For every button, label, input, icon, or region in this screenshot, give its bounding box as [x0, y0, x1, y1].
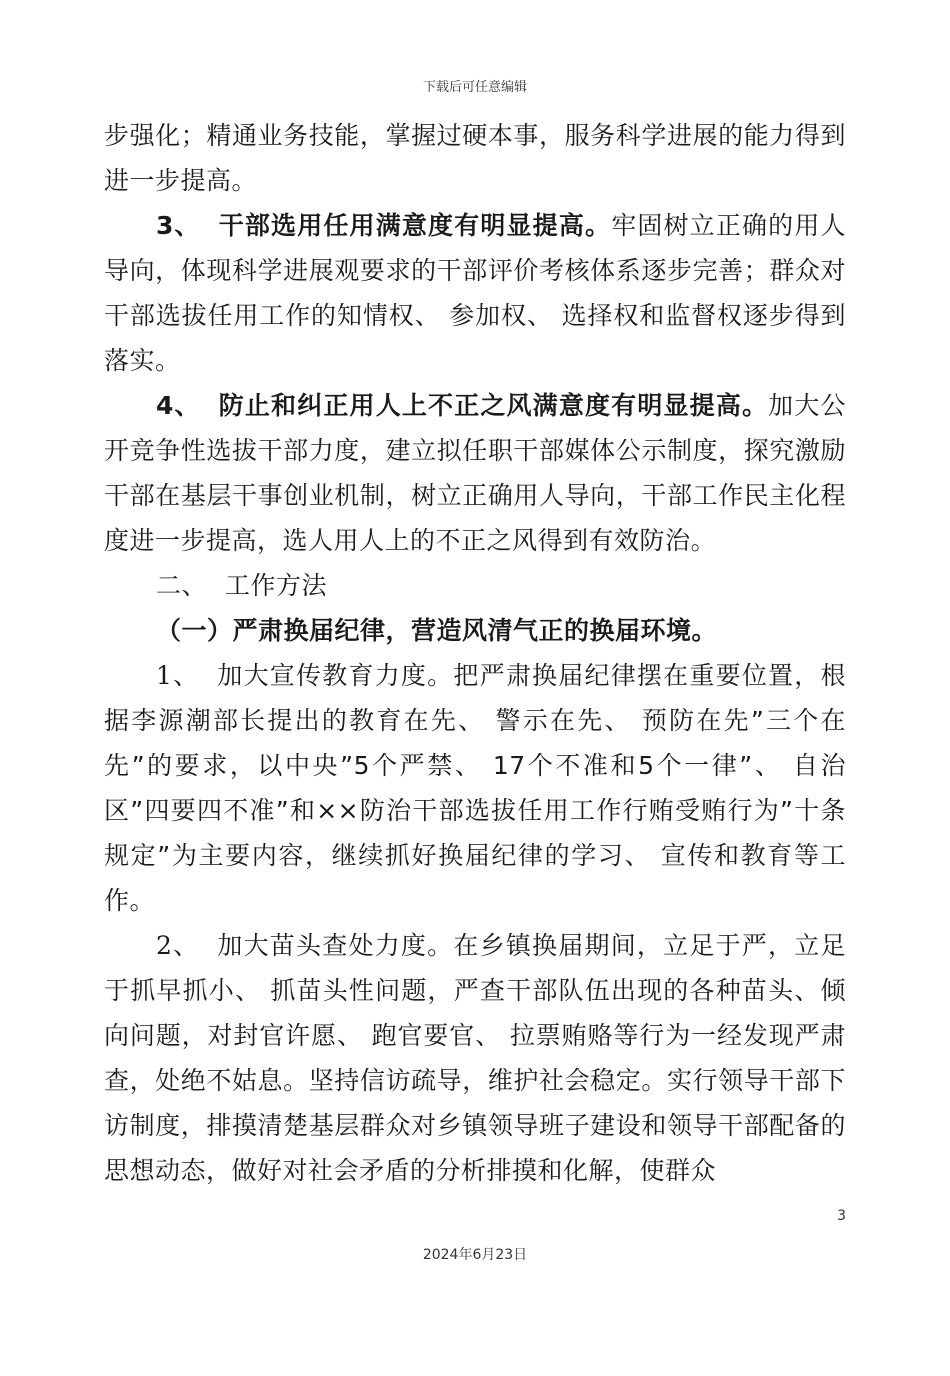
paragraph-item-3 — [104, 203, 846, 383]
item-text: 加大公开竞争性选拔干部力度，建立拟任职干部媒体公示制度，探究激励干部在基层干事创业机制，树立正确用人导向，干部工作民主化程度进一步提高，选人用人上的不正之风得到有效防治。 — [104, 391, 846, 555]
item-title: 干部选用任用满意度有明显提高。 — [218, 211, 612, 240]
item-title: 防止和纠正用人上不正之风满意度有明显提高。 — [218, 391, 769, 420]
page-footer-date: 2024年6月23日 — [422, 1247, 528, 1263]
item-text: 牢固树立正确的用人导向，体现科学进展观要求的干部评价考核体系逐步完善；群众对干部选拔任用工作的知情权、 参加权、 选择权和监督权逐步得到落实。 — [104, 211, 846, 375]
section-number: 二、 — [156, 571, 208, 600]
item-number: 4、 — [156, 391, 201, 420]
point-text: 加大苗头查处力度。在乡镇换届期间，立足于严，立足于抓早抓小、 抓苗头性问题，严查干部队伍出现的各种苗头、倾向问题，对封官许愿、 跑官要官、 拉票贿赂等行为一经发现严肃查，处绝不姑息。坚持信访疏导，维护社会稳定。实行领导干部下访制度，排摸清楚基层群众对乡镇领导班子建设和领导干部配备的思想动态，做好对社会矛盾的分析排摸和化解，使群众 — [104, 931, 846, 1185]
point-number: 2、 — [156, 931, 200, 960]
section-title: 工作方法 — [225, 571, 328, 600]
paragraph-item-4 — [104, 383, 846, 563]
item-number: 3、 — [156, 211, 201, 240]
page-header: 下载后可任意编辑 — [422, 80, 527, 95]
subsection-heading: （一）严肃换届纪律，营造风清气正的换届环境。 — [156, 616, 718, 645]
paragraph-continuation: 步强化；精通业务技能，掌握过硬本事，服务科学进展的能力得到进一步提高。 — [104, 121, 846, 195]
point-text: 加大宣传教育力度。把严肃换届纪律摆在重要位置，根据李源潮部长提出的教育在先、 警示在先、 预防在先”三个在先”的要求，以中央”5个严禁、 17个不准和5个一律”、 自治区”四要四不准”和××防治干部选拔任用工作行贿受贿行为”十条规定”为主要内容，继续抓好换届纪律的学习、 宣传和教育等工作。 — [104, 661, 846, 915]
page-number: 3 — [837, 1208, 846, 1224]
paragraph-point-1 — [104, 653, 846, 923]
paragraph-point-2 — [104, 923, 846, 1193]
document-body — [104, 113, 846, 1193]
point-number: 1、 — [156, 661, 200, 690]
section-heading — [104, 563, 846, 608]
